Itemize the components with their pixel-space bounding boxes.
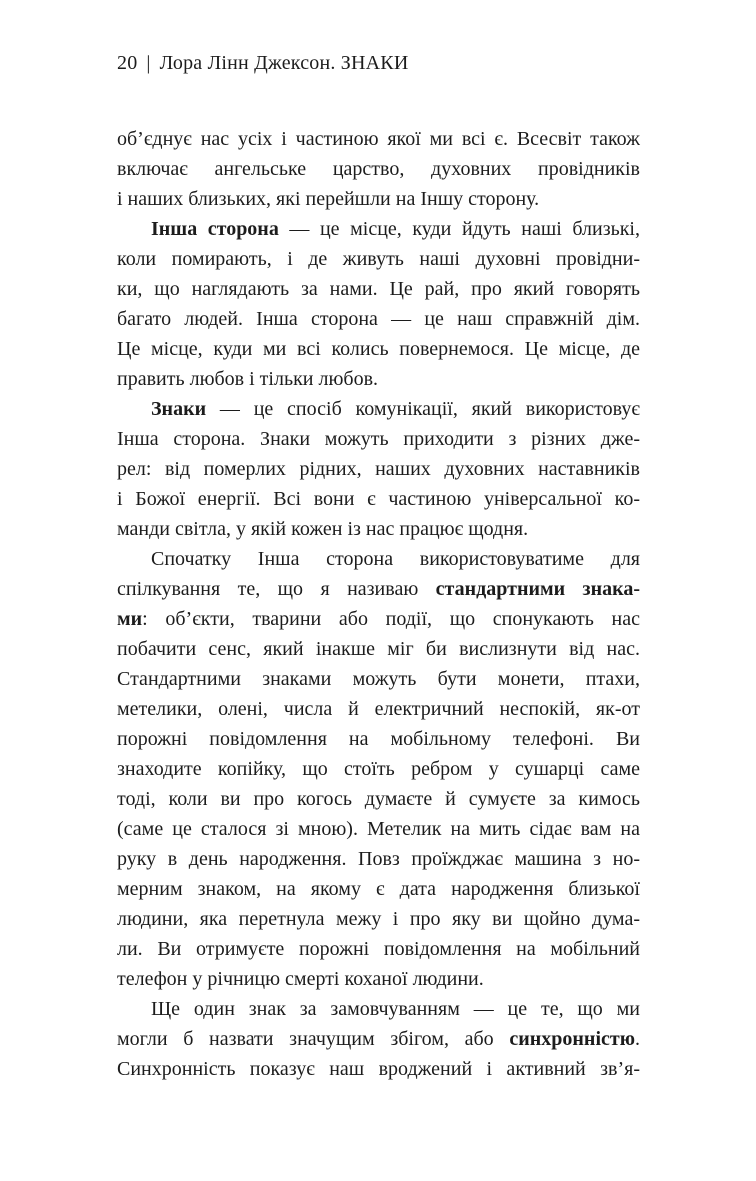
text-line <box>117 424 640 454</box>
text-line <box>117 724 640 754</box>
text-line <box>117 574 640 604</box>
text-line <box>117 334 640 364</box>
text-run: править любов і тільки любов. <box>117 368 379 390</box>
text-run: об’єднує нас усіх і частиною якої ми всі є. Всесвіт також <box>117 128 640 150</box>
text-line <box>117 184 640 214</box>
text-run: мерним знаком, на якому є дата народження близької <box>117 878 640 900</box>
text-run: порожні повідомлення на мобільному телефоні. Ви <box>117 728 640 750</box>
text-run: манди світла, у якій кожен із нас працює щодня. <box>117 518 529 540</box>
text-run: Спочатку Інша сторона використовуватиме для <box>151 548 640 570</box>
text-line <box>117 544 640 574</box>
text-run: багато людей. Інша сторона — це наш справжній дім. <box>117 308 640 330</box>
text-line <box>117 784 640 814</box>
paragraph <box>117 394 640 544</box>
running-header <box>117 51 640 75</box>
text-line <box>117 244 640 274</box>
text-line <box>117 514 640 544</box>
text-line <box>117 634 640 664</box>
text-line <box>117 814 640 844</box>
text-line <box>117 154 640 184</box>
text-run: Інша сторона. Знаки можуть приходити з різних дже- <box>117 428 640 450</box>
text-run: ки, що наглядають за нами. Це рай, про який говорять <box>117 278 640 300</box>
text-run: і наших близьких, які перейшли на Іншу сторону. <box>117 188 540 210</box>
text-run: і Божої енергії. Всі вони є частиною універсальної ко- <box>117 488 640 510</box>
text-line <box>117 604 640 634</box>
text-line <box>117 964 640 994</box>
text-line <box>117 754 640 784</box>
text-run: знаходите копійку, що стоїть ребром у сушарці саме <box>117 758 640 780</box>
text-line <box>117 934 640 964</box>
text-run: телефон у річницю смерті коханої людини. <box>117 968 484 990</box>
text-line <box>117 364 640 394</box>
text-run: — це спосіб комунікації, який використовує <box>206 398 640 420</box>
text-line <box>117 994 640 1024</box>
text-run: тоді, коли ви про когось думаєте й сумуєте за кимось <box>117 788 640 810</box>
text-run: Синхронність показує наш вроджений і активний зв’я- <box>117 1058 640 1080</box>
text-line <box>117 304 640 334</box>
text-run: включає ангельське царство, духовних провідників <box>117 158 640 180</box>
text-line <box>117 454 640 484</box>
bold-text-run: Інша сторона <box>151 218 279 240</box>
book-page <box>117 0 640 1084</box>
paragraph <box>117 544 640 994</box>
text-run: . <box>635 1028 640 1050</box>
bold-text-run: Знаки <box>151 398 207 420</box>
bold-text-run: синхронністю <box>509 1028 635 1050</box>
text-line <box>117 274 640 304</box>
paragraph <box>117 214 640 394</box>
text-run: спілкування те, що я називаю <box>117 578 436 600</box>
page-number: 20 <box>117 52 138 74</box>
running-title: Лора Лінн Джексон. ЗНАКИ <box>159 52 409 74</box>
text-run: Це місце, куди ми всі колись повернемося. Це місце, де <box>117 338 640 360</box>
text-line <box>117 694 640 724</box>
header-separator: | <box>146 52 151 74</box>
text-run: ли. Ви отримуєте порожні повідомлення на мобільний <box>117 938 640 960</box>
text-run: рел: від померлих рідних, наших духовних наставників <box>117 458 640 480</box>
text-run: : об’єкти, тварини або події, що спонукають нас <box>142 608 640 630</box>
paragraph <box>117 124 640 214</box>
text-run: руку в день народження. Повз проїжджає машина з но- <box>117 848 640 870</box>
text-line <box>117 664 640 694</box>
text-line <box>117 1054 640 1084</box>
text-line <box>117 214 640 244</box>
text-line <box>117 844 640 874</box>
page-body <box>117 124 640 1084</box>
text-line <box>117 874 640 904</box>
text-run: побачити сенс, який інакше міг би вислизнути від нас. <box>117 638 640 660</box>
text-run: могли б назвати значущим збігом, або <box>117 1028 510 1050</box>
text-run: — це місце, куди йдуть наші близькі, <box>278 218 640 240</box>
bold-text-run: стандартними знака- <box>435 578 640 600</box>
text-run: (саме це сталося зі мною). Метелик на мить сідає вам на <box>117 818 640 840</box>
text-line <box>117 394 640 424</box>
text-run: людини, яка перетнула межу і про яку ви щойно дума- <box>117 908 640 930</box>
paragraph <box>117 994 640 1084</box>
bold-text-run: ми <box>117 608 143 630</box>
text-line <box>117 904 640 934</box>
text-line <box>117 124 640 154</box>
text-run: Стандартними знаками можуть бути монети, птахи, <box>117 668 640 690</box>
text-run: Ще один знак за замовчуванням — це те, що ми <box>151 998 640 1020</box>
text-line <box>117 1024 640 1054</box>
text-run: метелики, олені, числа й електричний неспокій, як-от <box>117 698 640 720</box>
text-run: коли помирають, і де живуть наші духовні провідни- <box>117 248 640 270</box>
text-line <box>117 484 640 514</box>
